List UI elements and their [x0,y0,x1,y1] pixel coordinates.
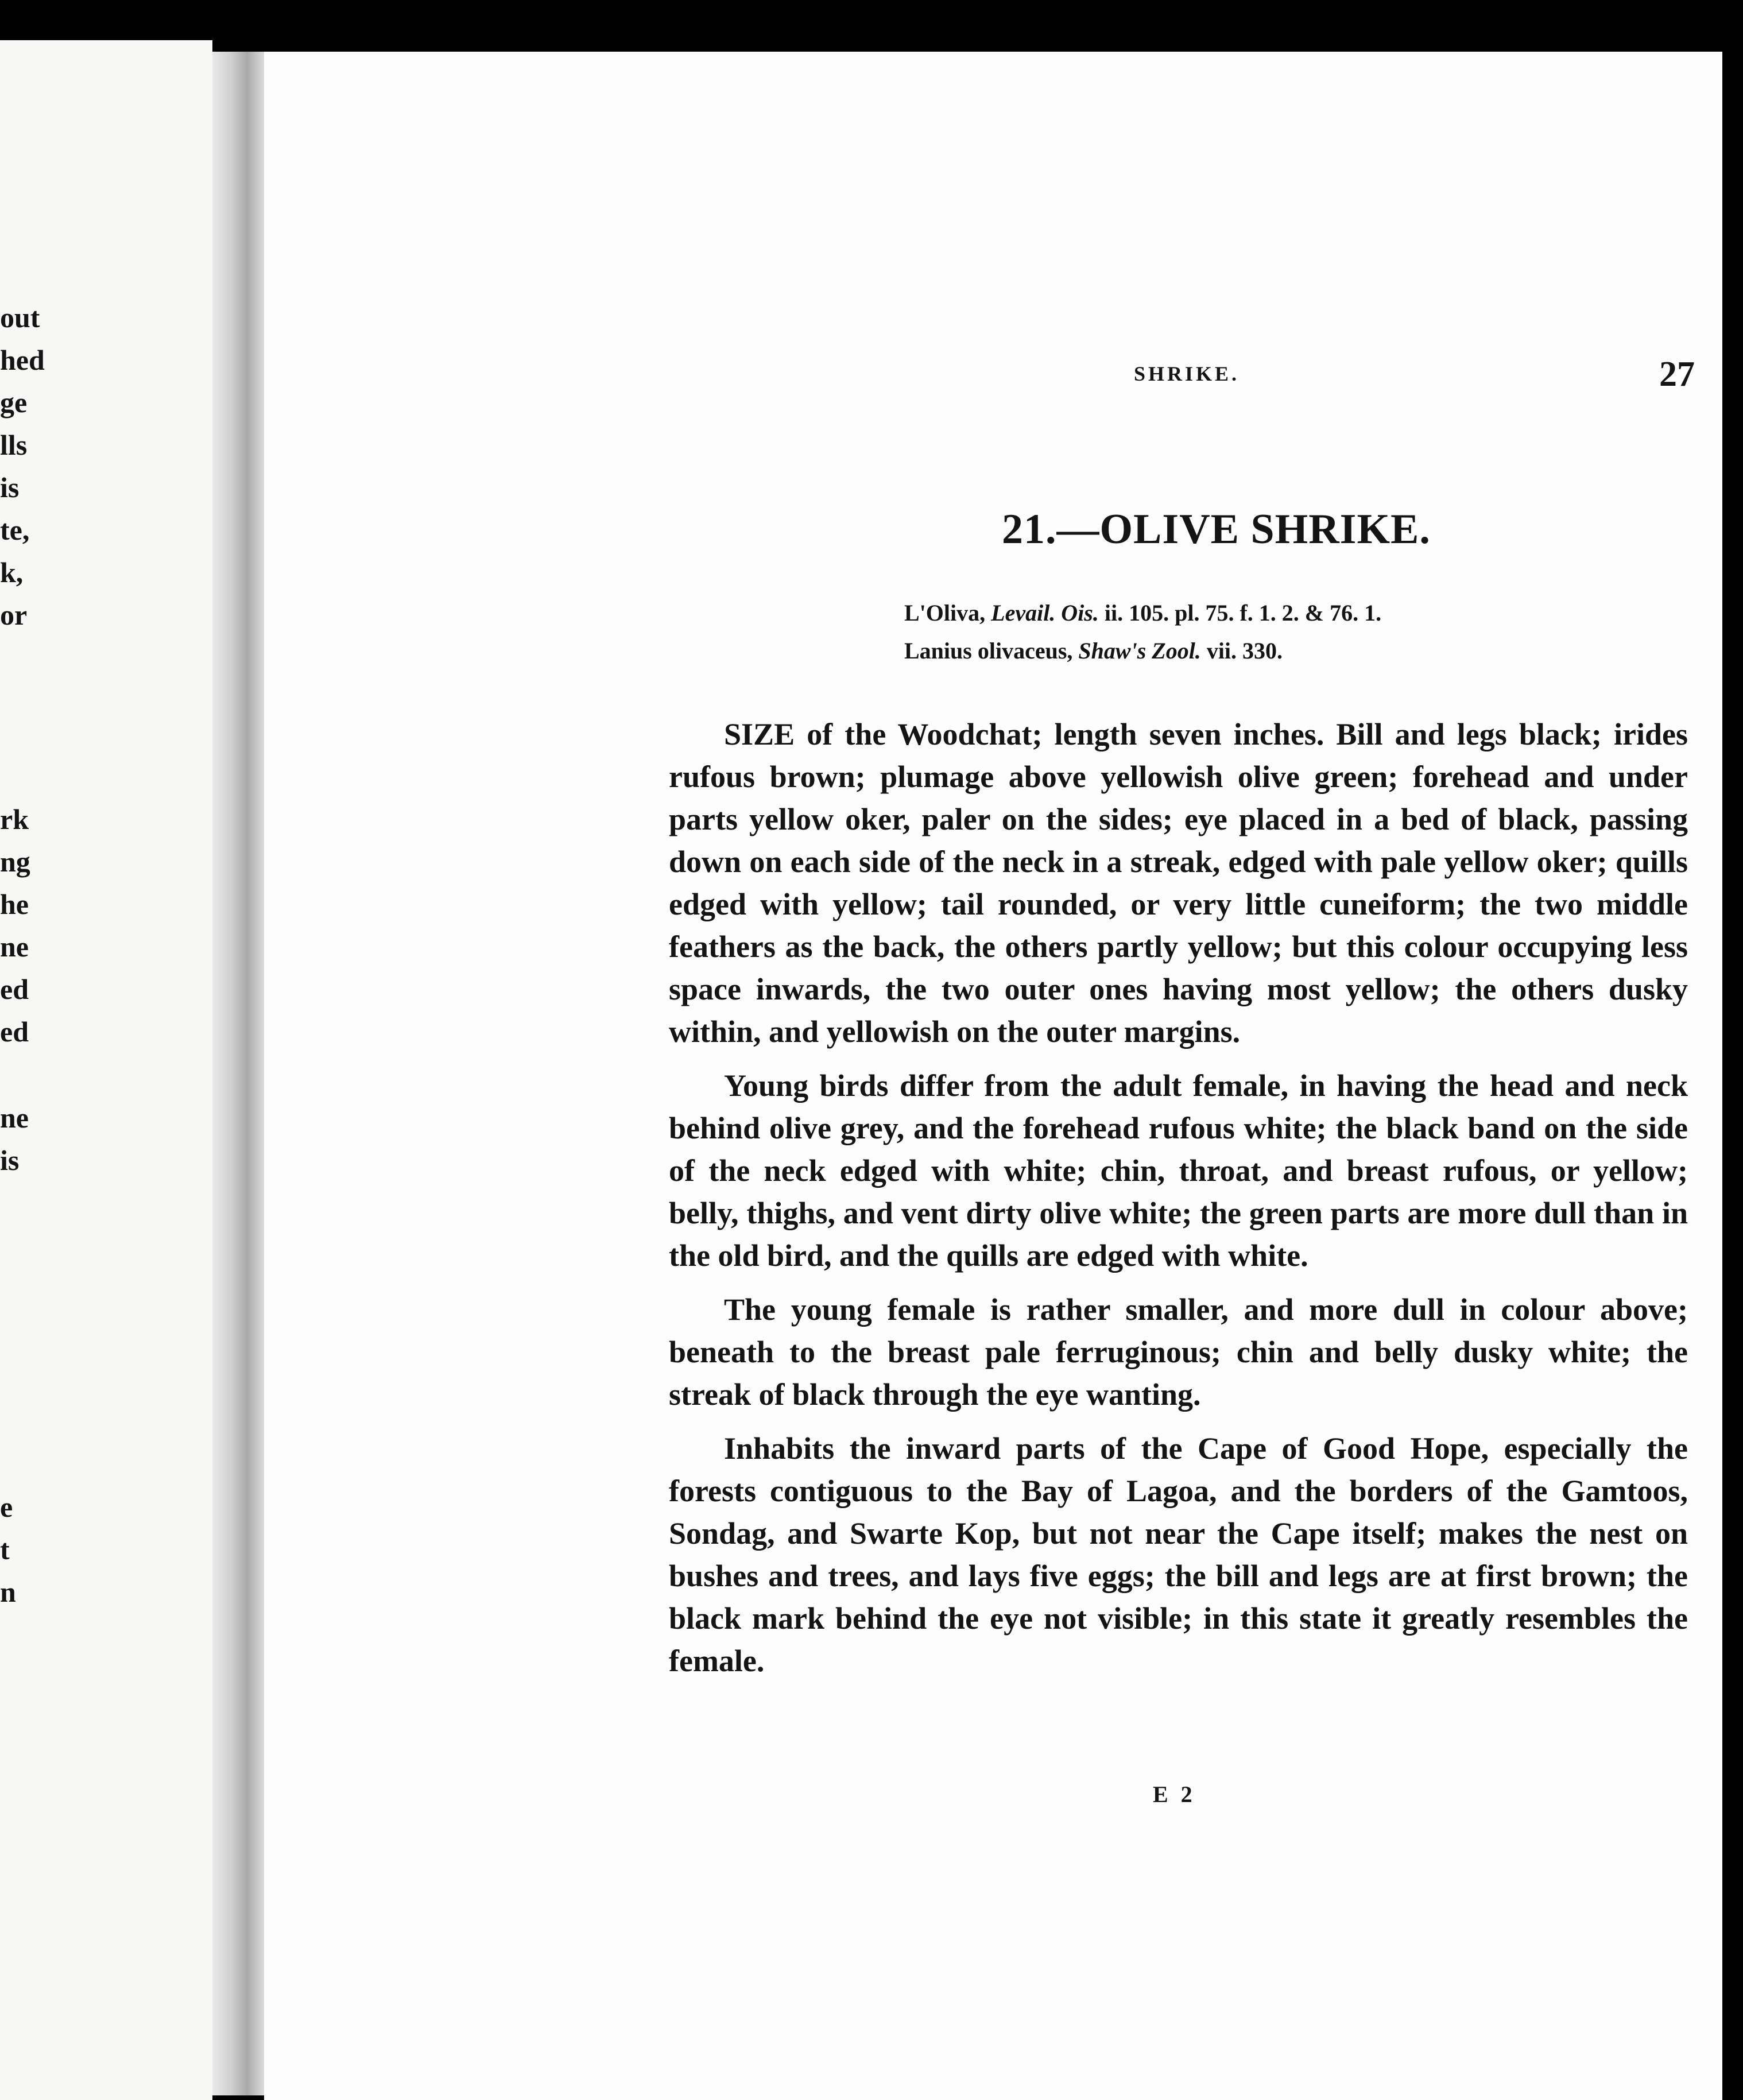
left-page-fragment: e [0,1491,13,1523]
left-page-fragment: t [0,1533,10,1566]
paragraph-young-birds: Young birds differ from the adult female, in having the head and neck behind olive grey, and the forehead rufous white; the black band on the side of the neck edged with white; chin, throat, and breast rufous, or yellow; belly, thighs, and vent dirty olive white; the green parts are more dull than in the old bird, and the quills are edged with white. [669,1068,1688,1273]
left-page-fragment: hed [0,344,45,376]
left-page-fragment: rk [0,803,29,835]
left-page-fragment: ed [0,973,29,1005]
synonym-name: Lanius olivaceus, [904,638,1079,664]
paragraph-habitat: Inhabits the inward parts of the Cape of Good Hope, especially the forests contiguous to the Bay of Lagoa, and the borders of the Gamtoos, Sondag, and Swarte Kop, but not near the Cape itself; makes the nest on bushes and trees, and lays five eggs; the bill and legs are at first brown; the black mark behind the eye not visible; in this state it greatly resembles the female. [669,1431,1688,1678]
synonym-reference: ii. 105. pl. 75. f. 1. 2. & 76. 1. [1098,600,1382,626]
body-text [669,713,1688,1694]
signature-mark: E 2 [1153,1781,1196,1807]
page-number: 27 [1659,355,1695,394]
book-page [264,52,1722,2100]
section-title: 21.—OLIVE SHRIKE. [1002,506,1431,553]
left-page-fragment: ne [0,931,29,963]
left-page-text-fragments [0,40,52,2100]
left-page-fragment: lls [0,429,28,461]
synonym-line [904,632,1381,670]
synonym-source: Shaw's Zool. [1078,638,1201,664]
synonym-source: Levail. Ois. [991,600,1099,626]
left-page-fragment: ng [0,846,30,878]
left-page [0,40,212,2100]
running-head: SHRIKE. [1134,362,1240,385]
left-page-fragment: te, [0,514,30,546]
paragraph-description: SIZE of the Woodchat; length seven inches. Bill and legs black; irides rufous brown; plumage above yellowish olive green; forehead and under parts yellow oker, paler on the sides; eye placed in a bed of black, passing down on each side of the neck in a streak, edged with pale yellow oker; quills edged with yellow; tail rounded, or very little cuneiform; the two middle feathers as the back, the others partly yellow; but this colour occupying less space inwards, the two outer ones having most yellow; the others dusky within, and yellowish on the outer margins. [669,717,1688,1049]
synonymy-block [904,594,1381,670]
synonym-reference: vii. 330. [1200,638,1283,664]
left-page-fragment: or [0,599,28,631]
paragraph-young-female: The young female is rather smaller, and more dull in colour above; beneath to the breast pale ferruginous; chin and belly dusky white; the streak of black through the eye wanting. [669,1292,1688,1412]
left-page-fragment: k, [0,556,24,588]
synonym-line [904,594,1381,632]
synonym-name: L'Oliva, [904,600,991,626]
left-page-fragment: is [0,471,20,503]
left-page-fragment: ge [0,386,28,419]
left-page-fragment: n [0,1576,16,1608]
left-page-fragment: he [0,888,29,920]
left-page-fragment: out [0,301,40,334]
left-page-fragment: is [0,1144,20,1176]
left-page-fragment: ne [0,1102,29,1134]
left-page-fragment: ed [0,1016,29,1048]
